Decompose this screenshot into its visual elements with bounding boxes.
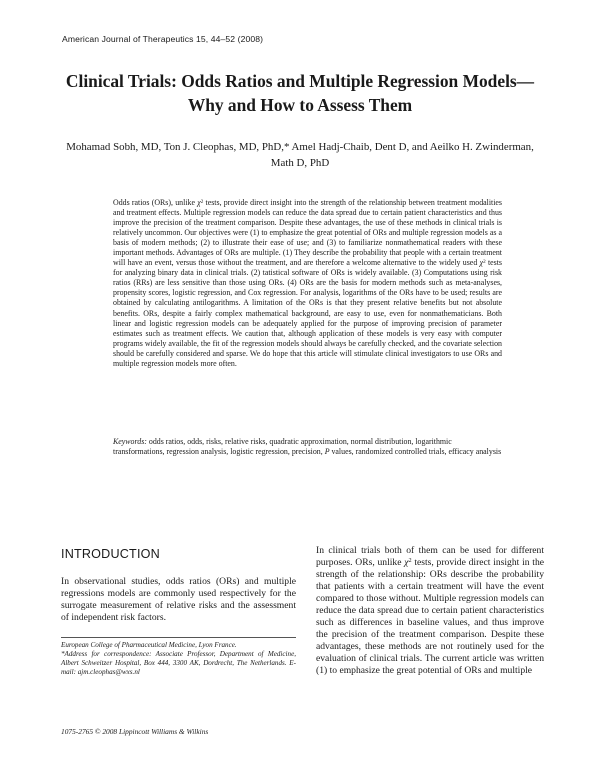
footnote-affiliation: European College of Pharmaceutical Medicine, Lyon France. xyxy=(61,641,237,649)
intro-left-paragraph: In observational studies, odds ratios (ORs) and multiple regressions models are commonly used respectively for the surrogate measurement of relative risks and the assessment of independent risk factors. xyxy=(61,576,296,624)
author-list: Mohamad Sobh, MD, Ton J. Cleophas, MD, PhD,* Amel Hadj-Chaib, Dent D, and Aeilko H. Zwinderman, Math D, PhD xyxy=(66,141,534,169)
introduction-heading: INTRODUCTION xyxy=(61,547,160,561)
chi-symbol: χ xyxy=(404,557,409,569)
intro-right-text-2: tests, provide direct insight in the strength of the relationship: ORs describe the probability that patients with a certain treatment will have the event compared to those without. Multiple regression models can reduce the data spread due to certain patient characteristics such as differences in baseline values, and thus improve the precision of the treatment comparison. Despite these advantages, these methods are not routinely used for the evaluation of clinical trials. The current article was written (1) to emphasize the great potential of ORs and multiple xyxy=(316,557,545,677)
keywords-text: odds ratios, odds, risks, relative risks, quadratic approximation, normal distribution, logarithmic transformations, regression analysis, logistic regression, precision, xyxy=(113,437,452,457)
intro-right-text-1: In clinical trials both of them can be used for different purposes. ORs, unlike xyxy=(316,545,544,569)
footnote xyxy=(61,637,296,677)
keywords-text-2: values, randomized controlled trials, efficacy analysis xyxy=(329,447,502,457)
abstract xyxy=(113,198,502,369)
intro-right-column xyxy=(316,545,544,678)
keywords-label: Keywords: xyxy=(113,437,147,446)
superscript: 2 xyxy=(408,557,412,565)
superscript: 2 xyxy=(200,198,204,205)
superscript: 2 xyxy=(483,258,486,265)
article-title: Clinical Trials: Odds Ratios and Multiple Regression Models—Why and How to Assess Them xyxy=(65,71,535,115)
footnote-correspondence: *Address for correspondence: Associate Professor, Department of Medicine, Albert Schweitzer Hospital, Box 444, 3300 AK, Dordrecht, The Netherlands. E-mail: ajm.cleophas@wxs.nl xyxy=(61,650,296,677)
abstract-text-2: tests, provide direct insight into the strength of the relationship between treatment modalities and treatment effects. Multiple regression models can reduce the data spread due to certain patient characteristics and thus improve the precision of the treatment comparison. Despite these advantages, the use of these methods in clinical trials is relatively uncommon. Our objectives were (1) to emphasize the great potential of ORs and multiple regression models as a basis of modern methods; (2) to illustrate their ease of use; and (3) to familiarize nonmathematical readers with these important methods. Advantages of ORs are multiple. (1) They describe the probability that people with a certain treatment will have an event, versus those without the treatment, and are therefore a welcome alternative to the widely used xyxy=(113,198,502,268)
chi-symbol: χ xyxy=(197,198,201,207)
copyright-line: 1075-2765 © 2008 Lippincott Williams & Wilkins xyxy=(61,727,209,736)
p-symbol: P xyxy=(324,447,330,457)
abstract-text-1: Odds ratios (ORs), unlike xyxy=(113,198,198,207)
journal-header: American Journal of Therapeutics 15, 44–52 (2008) xyxy=(62,34,264,44)
chi-symbol: χ xyxy=(479,258,484,268)
keywords xyxy=(113,437,502,457)
abstract-text-3: tests for analyzing binary data in clinical trials. (2) tatistical software of ORs is widely available. (3) Computations using risk ratios (RRs) are less sensitive than those using ORs. (4) ORs are the basis for modern methods such as meta-analyses, propensity scores, logistic regression, and Cox regression. For analysis, logarithms of the ORs have to be used; results are obtained by calculating antilogarithms. A limitation of the ORs is that they present relative benefits but not absolute benefits. ORs, despite a fairly complex mathematical background, are easy to use, even for nonmathematicians. Both linear and logistic regression models can be adequately applied for the purpose of improving precision of parameter estimates such as treatment effects. We caution that, although application of these models is very easy with computer programs widely available, the fit of the regression models should always be carefully checked, and the covariate selection should be carefully considered and sparse. We do hope that this article will stimulate clinical investigators to use ORs and multiple regression models more often. xyxy=(113,258,502,368)
